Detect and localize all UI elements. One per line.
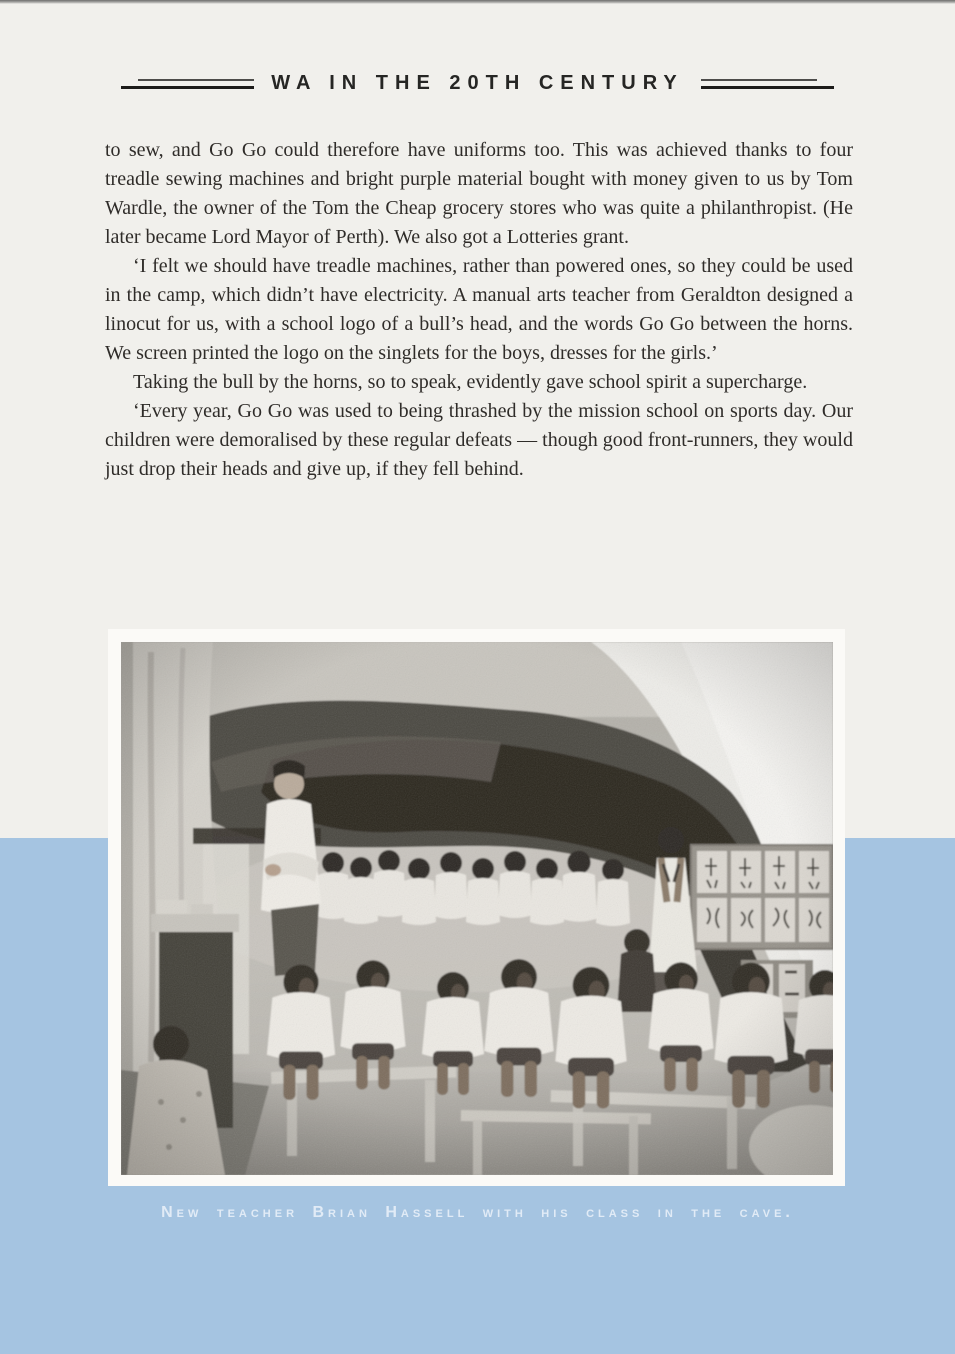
header-rule-right [701,79,834,89]
body-text [105,136,853,484]
photo-grain [121,642,833,1175]
photo-caption: New teacher Brian Hassell with his class in the cave. [161,1204,794,1221]
photo-frame [108,629,845,1186]
scan-edge [0,0,955,4]
page-title: WA IN THE 20TH CENTURY [271,72,684,94]
page-header [0,72,955,95]
body-paragraph: ‘Every year, Go Go was used to being thrashed by the mission school on sports day. Our children were demoralised by these regular defeats — though good front-runners, they would just drop their heads and give up, if they fell behind. [105,400,853,480]
classroom-photo [121,642,833,1175]
header-rule-left [121,79,254,89]
body-paragraph: to sew, and Go Go could therefore have uniforms too. This was achieved thanks to four treadle sewing machines and bright purple material bought with money given to us by Tom Wardle, the owner of the Tom the Cheap grocery stores who was quite a philanthropist. (He later became Lord Mayor of Perth). We also got a Lotteries grant. [105,139,853,248]
body-paragraph: Taking the bull by the horns, so to speak, evidently gave school spirit a supercharge. [133,371,808,393]
classroom-photo-art [121,642,833,1175]
body-paragraph: ‘I felt we should have treadle machines, rather than powered ones, so they could be used in the camp, which didn’t have electricity. A manual arts teacher from Geraldton designed a linocut for us, with a school logo of a bull’s head, and the words Go Go between the horns. We screen printed the logo on the singlets for the boys, dresses for the girls.’ [105,255,853,364]
